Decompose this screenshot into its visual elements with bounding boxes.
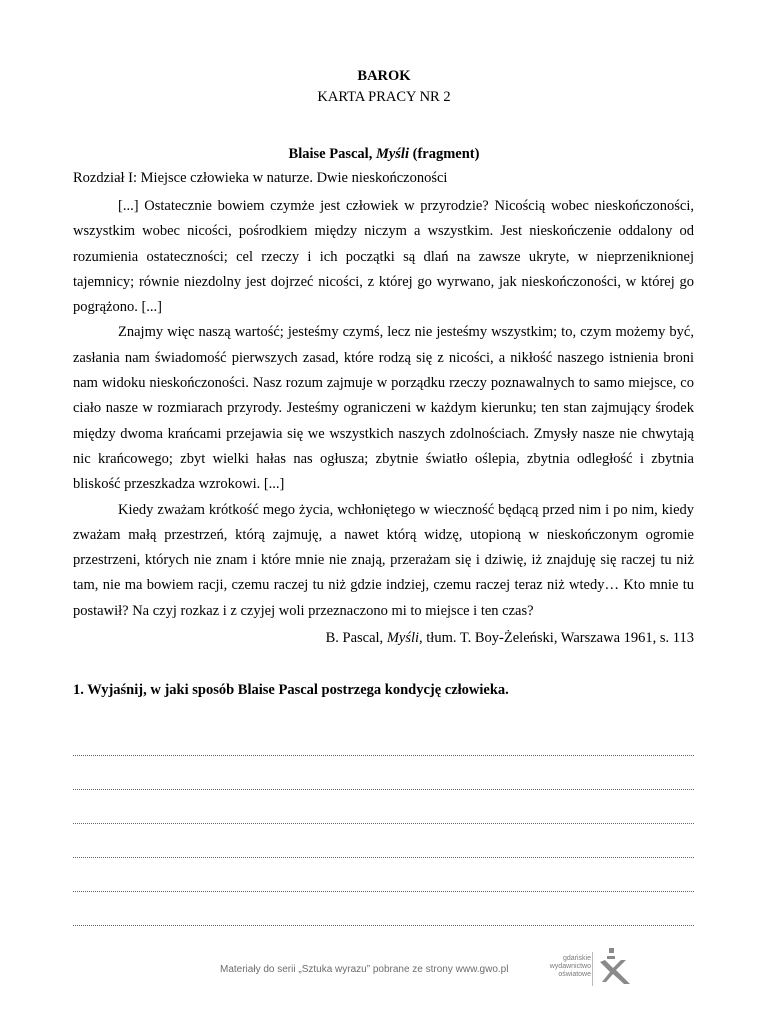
- logo-line-1: gdańskie: [562, 955, 591, 962]
- logo-divider: [592, 952, 593, 986]
- page-subtitle: KARTA PRACY NR 2: [317, 89, 451, 105]
- publisher-logo-text: [537, 955, 591, 979]
- excerpt-paragraph-1: [...] Ostatecznie bowiem czymże jest człowiek w przyrodzie? Nicością wobec nieskończoności, wszystkim wobec nicości, pośrodkiem między niczym a wszystkim. Jest nieskończenie oddalony od rozumienia ostateczności; cel rzeczy i ich początki są dlań na zawsze ukryte, w nieprzeniknionej tajemnicy; równie niezdolny jest dojrzeć nicości, z której go wyrwano, jak nieskończoności, w której go pogrążono. [...]: [73, 198, 694, 316]
- publisher-logo-icon: [596, 946, 634, 986]
- answer-line: [73, 722, 694, 756]
- answer-line: [73, 756, 694, 790]
- answer-line: [73, 790, 694, 824]
- text-author: Blaise Pascal,: [288, 146, 376, 162]
- answer-line: [73, 858, 694, 892]
- page-title: BAROK: [357, 68, 411, 84]
- logo-line-3: oświatowe: [558, 971, 591, 978]
- logo-line-2: wydawnictwo: [549, 963, 591, 970]
- citation: [326, 630, 694, 647]
- citation-work: Myśli: [386, 630, 420, 646]
- citation-before: B. Pascal,: [325, 630, 387, 646]
- text-header-suffix: (fragment): [408, 146, 480, 162]
- chapter-heading: Rozdział I: Miejsce człowieka w naturze. Dwie nieskończoności: [73, 170, 448, 186]
- excerpt-body: [73, 194, 694, 624]
- question-1: 1. Wyjaśnij, w jaki sposób Blaise Pascal postrzega kondycję człowieka.: [73, 682, 509, 698]
- text-header: [0, 146, 768, 163]
- excerpt-paragraph-2: Znajmy więc naszą wartość; jesteśmy czymś, lecz nie jesteśmy wszystkim; to, czym możemy być, zasłania nam świadomość pierwszych zasad, które rodzą się z nicości, a nikłość naszego istnienia broni nam widoku nieskończoności. Nasz rozum zajmuje w porządku rzeczy poznawalnych to samo miejsce, co ciało nasze w rozmiarach przyrody. Jesteśmy ograniczeni w każdym kierunku; ten stan zajmujący środek między dwoma krańcami przejawia się we wszystkich naszych zdolnościach. Zmysły nasze nie chwytają nic krańcowego; zbyt wielki hałas nas ogłusza; zbytnie światło oślepia, zbytnia odległość i zbytnia bliskość przeszkadza wzrokowi. [...]: [73, 324, 694, 493]
- footer-source-text: Materiały do serii „Sztuka wyrazu” pobrane ze strony www.gwo.pl: [220, 964, 509, 975]
- answer-line: [73, 892, 694, 926]
- answer-line: [73, 824, 694, 858]
- text-work-title: Myśli: [375, 146, 409, 162]
- citation-after: , tłum. T. Boy-Żeleński, Warszawa 1961, s. 113: [419, 630, 694, 646]
- answer-lines: [73, 722, 694, 926]
- excerpt-paragraph-3: Kiedy zważam krótkość mego życia, wchłoniętego w wieczność będącą przed nim i po nim, kiedy zważam małą przestrzeń, którą zajmuję, a nawet którą widzę, utopioną w nieskończonym ogromie przestrzeni, których nie znam i które mnie nie znają, przerażam się i dziwię, iż znajduję się raczej tu niż tam, nie ma bowiem racji, czemu raczej tu niż gdzie indziej, czemu raczej teraz niż wtedy… Kto mnie tu postawił? Na czyj rozkaz i z czyjej woli przeznaczono mi to miejsce i ten czas?: [73, 501, 694, 619]
